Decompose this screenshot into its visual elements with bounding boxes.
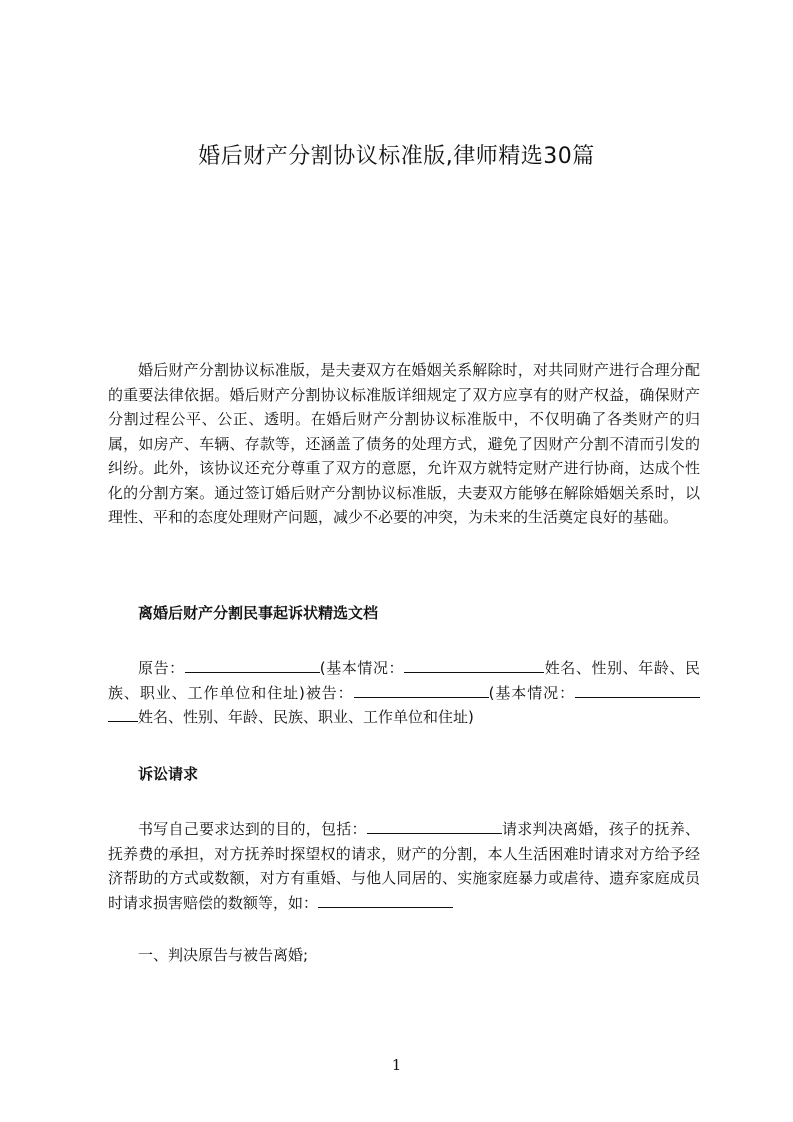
defendant-name-blank [354, 683, 489, 698]
document-title: 婚后财产分割协议标准版,律师精选30篇 [198, 144, 595, 169]
plaintiff-label: 原告： [138, 659, 185, 677]
defendant-label: 被告： [304, 683, 354, 702]
defendant-basic-info-continuation-blank [108, 707, 138, 722]
request-detail: 请求判决离婚，孩子的抚养、抚养费的承担，对方抚养时探望权的请求，财产的分割，本人生活困难时请求对方给予经济帮助的方式或数额，对方有重婚、与他人同居的、实施家庭暴力或虐待、遗弃家庭成员时请求损害赔偿的数额等，如： [108, 820, 700, 912]
defendant-basic-info-open: (基本情况： [488, 683, 575, 702]
section-title: 离婚后财产分割民事起诉状精选文档 [138, 604, 379, 622]
judgment-item: 一、判决原告与被告离婚; [138, 946, 309, 964]
page-number: 1 [391, 1056, 402, 1074]
plaintiff-name-blank [185, 658, 320, 673]
request-lead: 书写自己要求达到的目的，包括： [138, 820, 367, 838]
plaintiff-basic-info-fields: 姓名、性别、年龄、民族、职业、工作单位和住址) [108, 659, 700, 702]
intro-paragraph: 婚后财产分割协议标准版，是夫妻双方在婚姻关系解除时，对共同财产进行合理分配的重要法律依据。婚后财产分割协议标准版详细规定了双方应享有的财产权益，确保财产分割过程公平、公正、透明。在婚后财产分割协议标准版中，不仅明确了各类财产的归属，如房产、车辆、存款等，还涵盖了债务的处理方式，避免了因财产分割不清而引发的纠纷。此外，该协议还充分尊重了双方的意愿，允许双方就特定财产进行协商，达成个性化的分割方案。通过签订婚后财产分割协议标准版，夫妻双方能够在解除婚姻关系时，以理性、平和的态度处理财产问题，减少不必要的冲突，为未来的生活奠定良好的基础。 [108, 361, 700, 526]
request-blank [367, 819, 502, 834]
request-example-blank [318, 893, 453, 908]
claims-heading: 诉讼请求 [138, 765, 199, 783]
plaintiff-basic-info-blank [404, 658, 544, 673]
claims-request-paragraph [108, 817, 700, 915]
plaintiff-defendant-paragraph [108, 656, 700, 730]
plaintiff-basic-info-open: (基本情况： [319, 659, 405, 677]
defendant-basic-info-fields: 姓名、性别、年龄、民族、职业、工作单位和住址) [138, 708, 474, 726]
defendant-basic-info-blank [575, 683, 700, 698]
